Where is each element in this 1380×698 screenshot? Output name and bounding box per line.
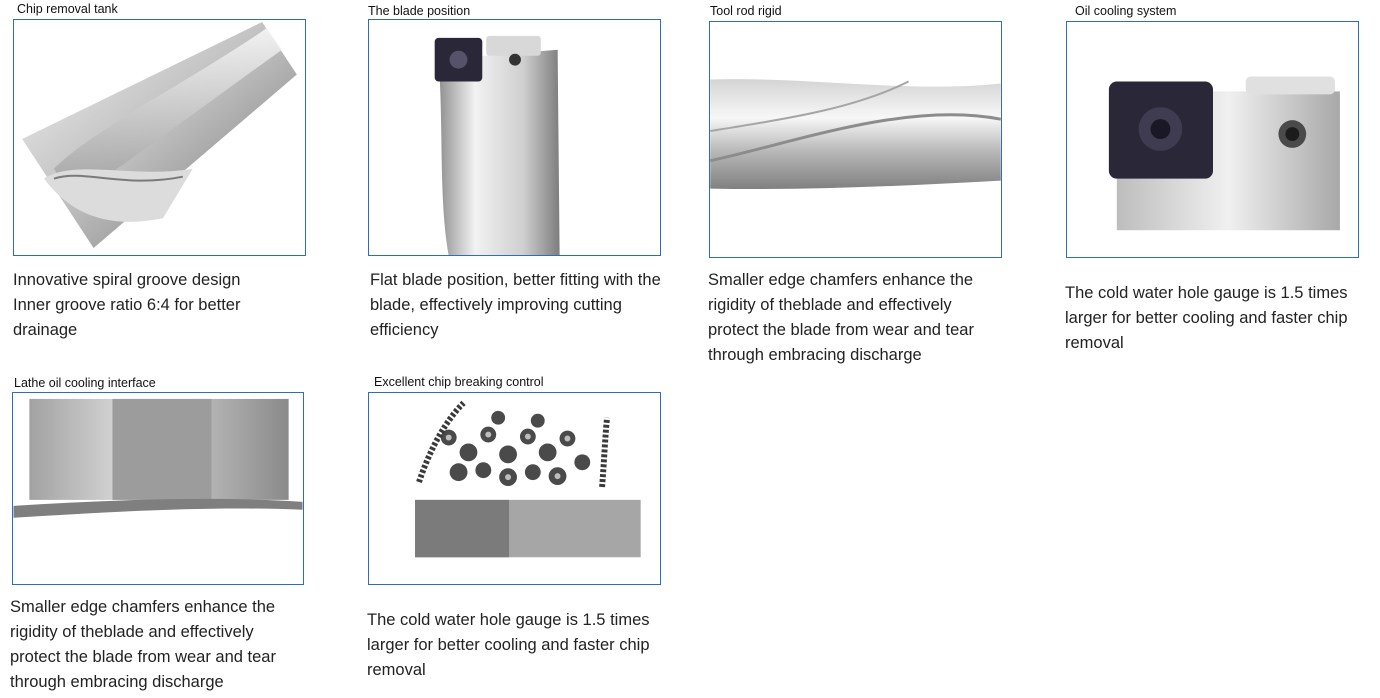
feature-caption: Oil cooling system (1075, 4, 1177, 18)
feature-caption: Chip removal tank (17, 2, 118, 16)
drill-shank-twist-image (710, 22, 1001, 257)
feature-caption: Lathe oil cooling interface (14, 376, 156, 390)
feature-caption: Tool rod rigid (710, 4, 782, 18)
feature-caption: The blade position (368, 4, 471, 18)
feature-image-frame (13, 19, 306, 256)
shank-closeup-image (13, 393, 303, 584)
spiral-drill-tip-image (14, 20, 305, 255)
feature-description: Smaller edge chamfers enhance the rigidity of theblade and effectively protect the blade from wear and tear through embracing discharge (708, 271, 974, 364)
feature-description: The cold water hole gauge is 1.5 times larger for better cooling and faster chip removal (367, 611, 650, 679)
drill-insert-flat-blade-image (369, 20, 660, 255)
feature-image-frame (368, 392, 661, 585)
feature-image-frame (709, 21, 1002, 258)
insert-coolant-hole-image (1067, 22, 1358, 257)
feature-caption: Excellent chip breaking control (374, 375, 544, 389)
feature-description: Innovative spiral groove design Inner groove ratio 6:4 for better drainage (13, 271, 241, 339)
feature-description: Smaller edge chamfers enhance the rigidity of theblade and effectively protect the blade from wear and tear through embracing discharge (10, 598, 276, 691)
feature-image-frame (1066, 21, 1359, 258)
feature-image-frame (368, 19, 661, 256)
feature-image-frame (12, 392, 304, 585)
feature-description: Flat blade position, better fitting with the blade, effectively improving cutting efficiency (370, 271, 661, 339)
feature-description: The cold water hole gauge is 1.5 times larger for better cooling and faster chip removal (1065, 284, 1348, 352)
metal-chips-image (369, 393, 660, 584)
